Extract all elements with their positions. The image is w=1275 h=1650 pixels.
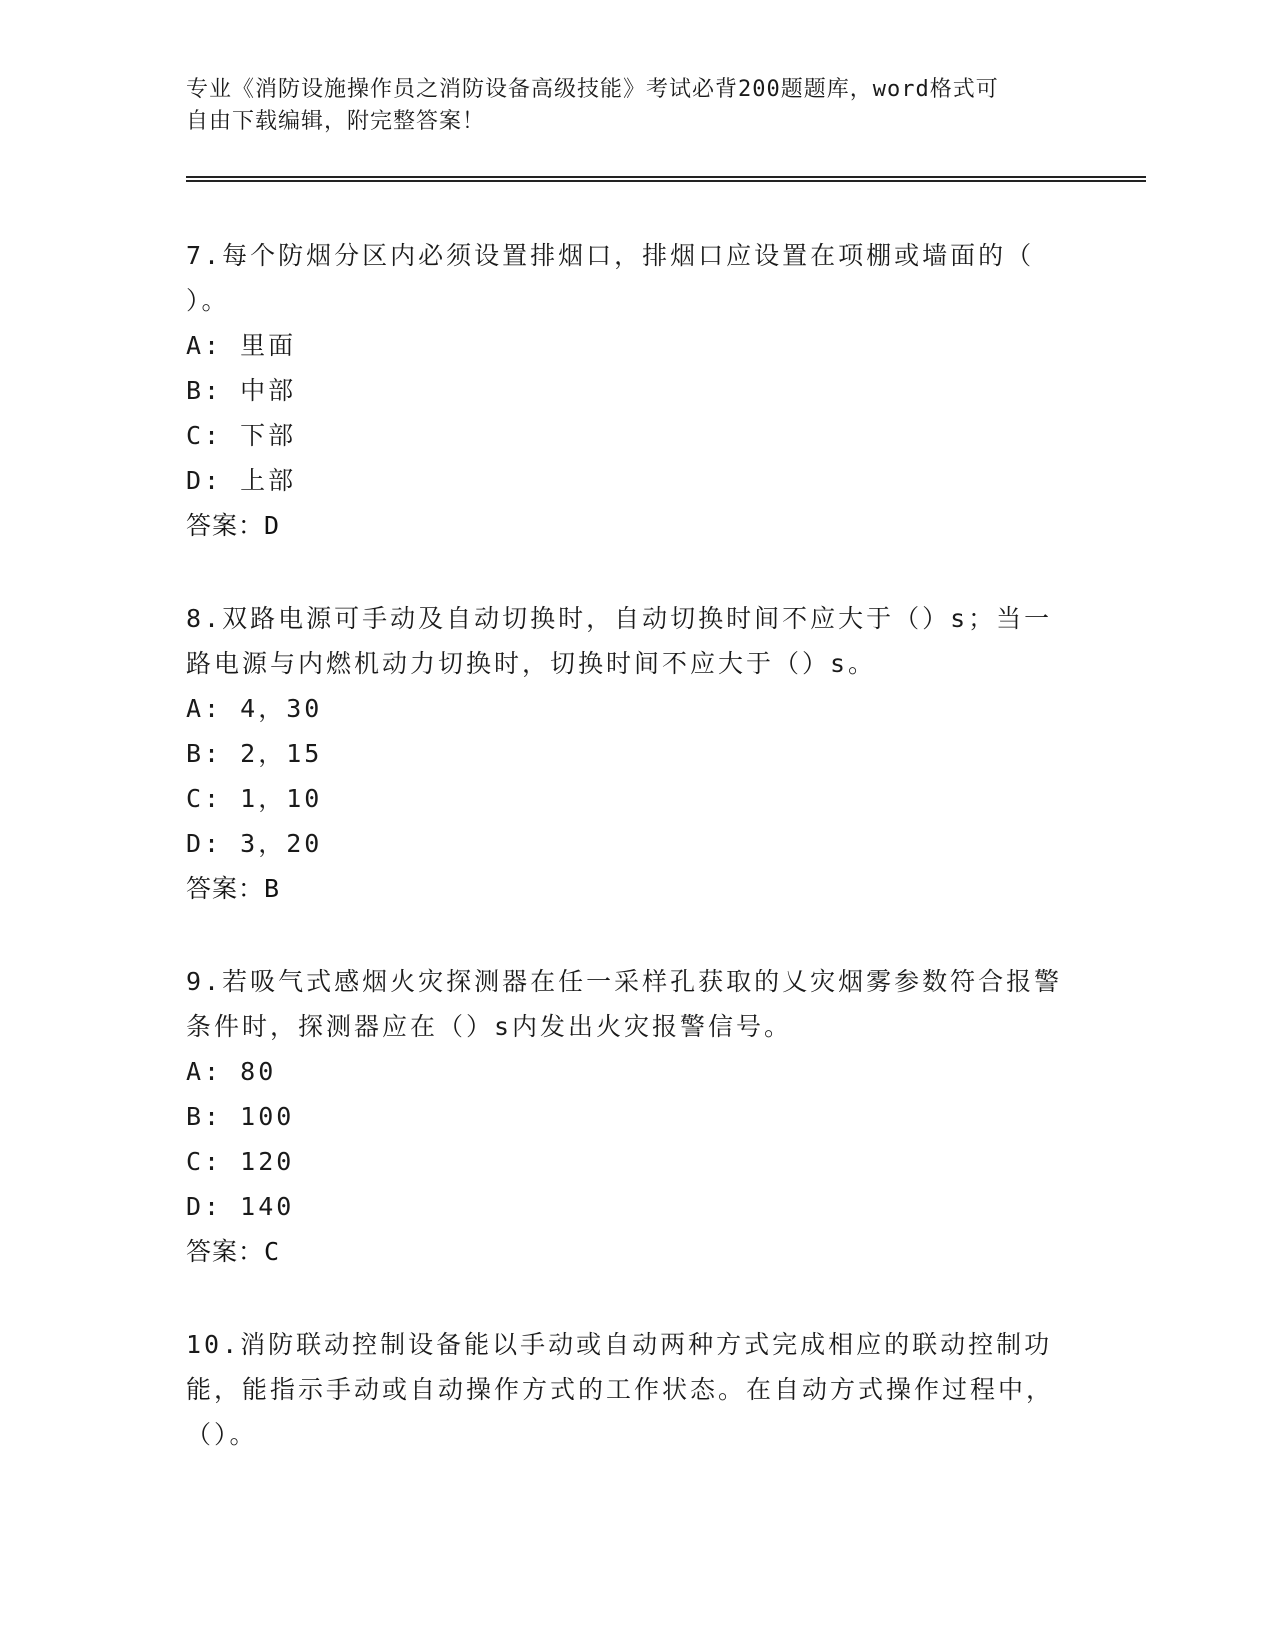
option-c: C: 下部 [186, 421, 297, 450]
answer-value: B [264, 874, 281, 903]
question-text: 8.双路电源可手动及自动切换时，自动切换时间不应大于（）s；当一路电源与内燃机动力切换时，切换时间不应大于（）s。 [186, 604, 1053, 678]
option-c: C: 120 [186, 1147, 295, 1176]
answer-line [186, 1229, 1066, 1274]
option-b: B: 100 [186, 1102, 295, 1131]
option-a: A: 4，30 [186, 694, 323, 723]
question-9 [186, 959, 1066, 1274]
option-b: B: 中部 [186, 376, 297, 405]
answer-line [186, 866, 1066, 911]
question-text: 9.若吸气式感烟火灾探测器在任一采样孔获取的乂灾烟雾参数符合报警条件时，探测器应在（）s内发出火灾报警信号。 [186, 967, 1063, 1041]
option-b: B: 2，15 [186, 739, 323, 768]
answer-value: C [264, 1237, 281, 1266]
question-8 [186, 596, 1066, 911]
question-10 [186, 1322, 1066, 1457]
header-line-2: 自由下载编辑，附完整答案！ [186, 109, 486, 134]
question-text: 7.每个防烟分区内必须设置排烟口，排烟口应设置在项棚或墙面的（ ）。 [186, 241, 1035, 315]
answer-line [186, 503, 1066, 548]
option-a: A: 里面 [186, 331, 297, 360]
header-double-rule [186, 176, 1146, 182]
question-7 [186, 233, 1066, 548]
option-d: D: 140 [186, 1192, 295, 1221]
header-line-1: 专业《消防设施操作员之消防设备高级技能》考试必背200题题库，word格式可 [186, 77, 999, 102]
option-d: D: 3，20 [186, 829, 323, 858]
answer-label: 答案： [186, 1237, 265, 1266]
answer-label: 答案： [186, 511, 265, 540]
question-text: 10.消防联动控制设备能以手动或自动两种方式完成相应的联动控制功能，能指示手动或自动操作方式的工作状态。在自动方式操作过程中，（）。 [186, 1330, 1055, 1449]
option-a: A: 80 [186, 1057, 277, 1086]
answer-value: D [264, 511, 281, 540]
option-c: C: 1，10 [186, 784, 323, 813]
document-header [186, 74, 1086, 138]
answer-label: 答案： [186, 874, 265, 903]
option-d: D: 上部 [186, 466, 297, 495]
